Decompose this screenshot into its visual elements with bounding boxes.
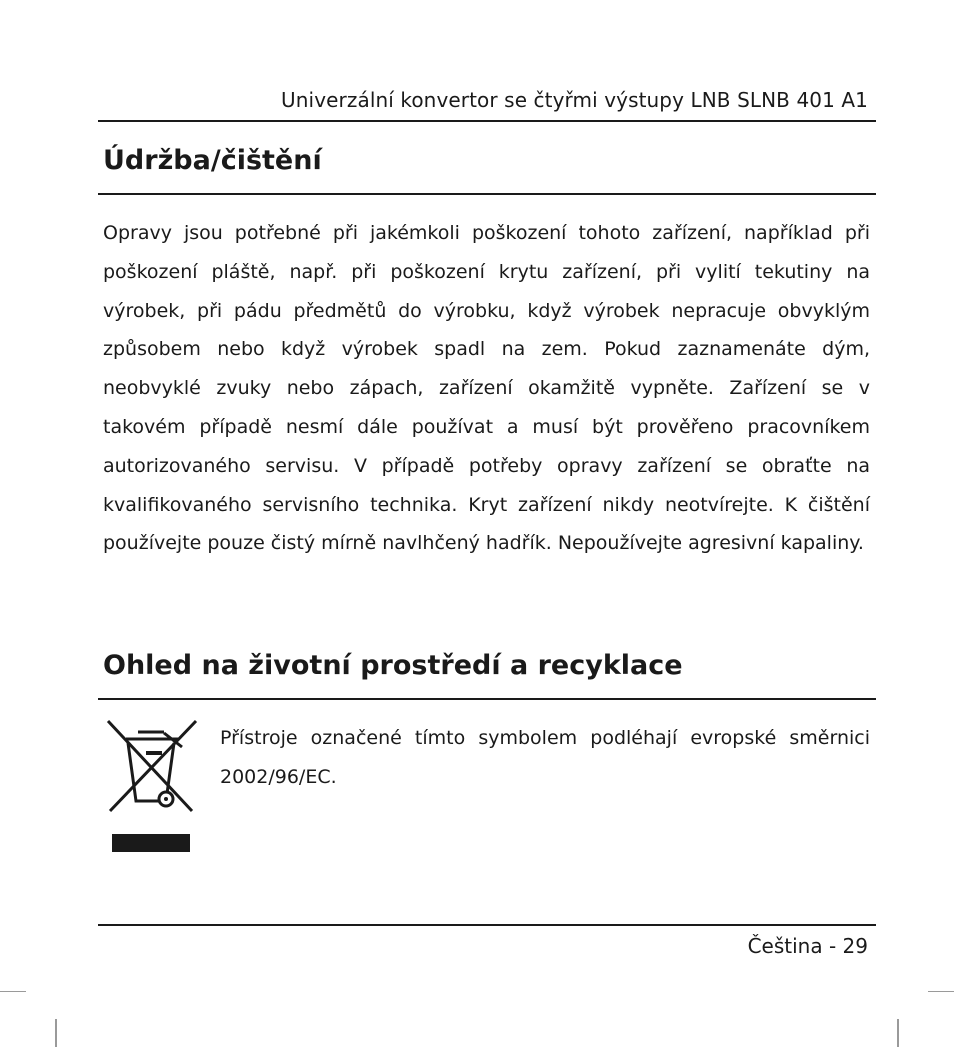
crop-mark-right [928,991,954,992]
running-header: Univerzální konvertor se čtyřmi výstupy LNB SLNB 401 A1 [281,88,868,112]
page-number: Čeština - 29 [747,934,868,958]
crop-mark-bottom-left [55,1019,57,1047]
footer-rule [98,924,876,926]
maintenance-paragraph: Opravy jsou potřebné při jakémkoli poškození tohoto zařízení, například při poškození pláště, např. při poškození krytu zařízení, při vylití tekutiny na výrobek, při pádu předmětů do výrobku, když výrobek nepracuje obvyklým způsobem nebo když výrobek spadl na zem. Pokud zaznamenáte dým, neobvyklé zvuky nebo zápach, zařízení okamžitě vypněte. Zařízení se v takovém případě nesmí dále používat a musí být prověřeno pracovníkem autorizovaného servisu. V případě potřeby opravy zařízení se obraťte na kvalifikovaného servisního technika. Kryt zařízení nikdy neotvírejte. K čištění používejte pouze čistý mírně navlhčený hadřík. Nepoužívejte agresivní kapaliny. [103,222,870,555]
heading-rule-environment [98,698,876,700]
header-rule [98,120,876,122]
heading-rule-maintenance [98,193,876,195]
weee-crossed-bin-icon [104,717,200,859]
heading-maintenance: Údržba/čištění [103,145,322,176]
environment-paragraph: Přístroje označené tímto symbolem podléhají evropské směrnici 2002/96/EC. [220,727,870,788]
heading-environment: Ohled na životní prostředí a recyklace [103,650,683,681]
crop-mark-left [0,991,26,992]
crop-mark-bottom-right [897,1019,899,1047]
